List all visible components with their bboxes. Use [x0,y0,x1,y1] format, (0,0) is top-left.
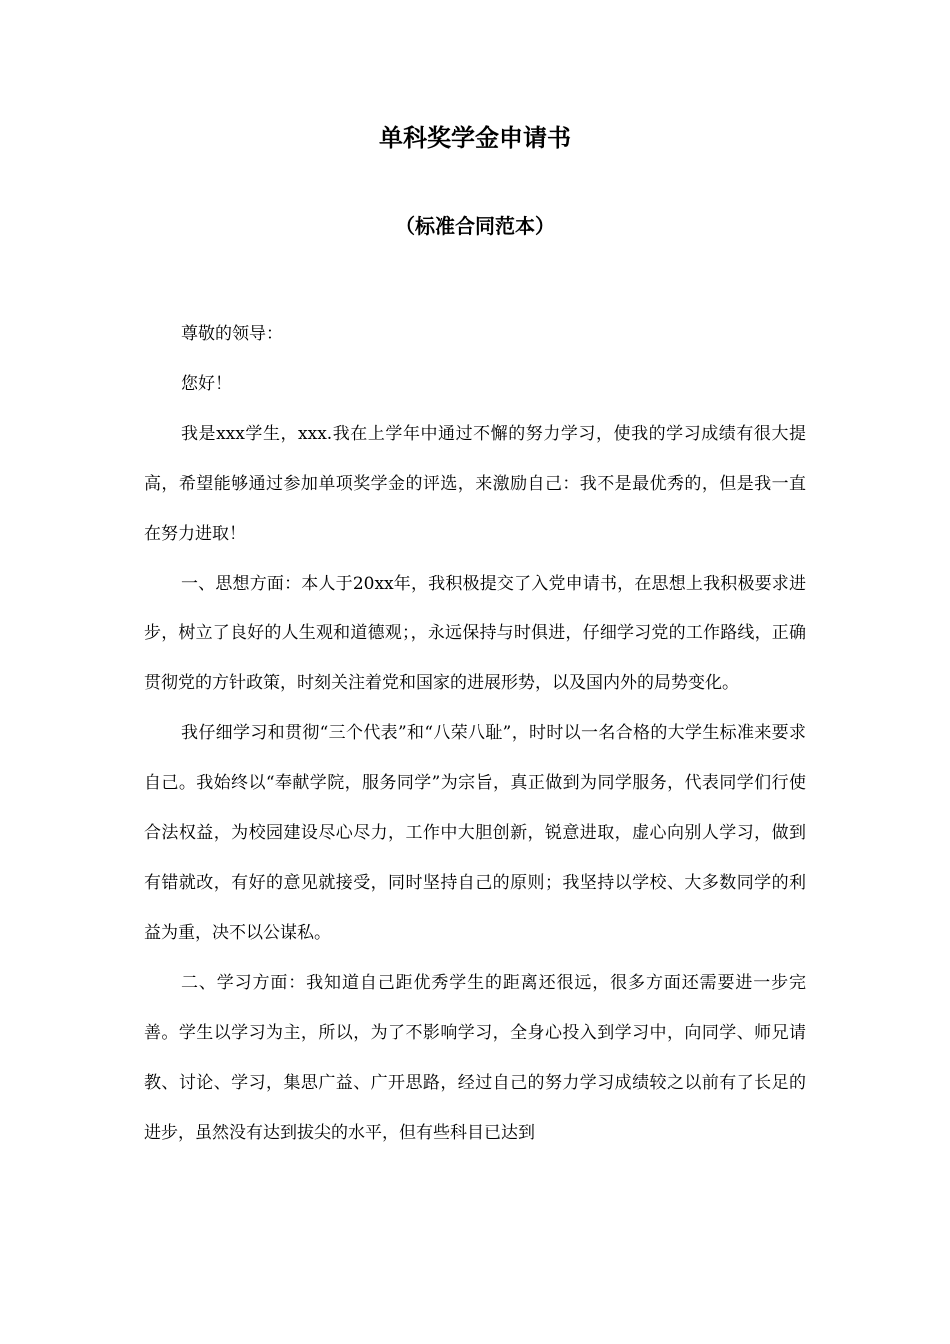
document-subtitle: （标准合同范本） [395,214,555,238]
paragraph-ideology: 一、思想方面：本人于20xx年，我积极提交了入党申请书，在思想上我积极要求进步，树立了良好的人生观和道德观；，永远保持与时俱进，仔细学习党的工作路线，正确贯彻党的方针政策，时刻关注着党和国家的进展形势，以及国内外的局势变化。 [144,573,806,694]
salutation: 尊敬的领导： [181,324,283,344]
paragraph-conduct: 我仔细学习和贯彻“三个代表”和“八荣八耻”，时时以一名合格的大学生标准来要求自己。我始终以“奉献学院，服务同学”为宗旨，真正做到为同学服务，代表同学们行使合法权益，为校园建设尽心尽力，工作中大胆创新，锐意进取，虚心向别人学习，做到有错就改，有好的意见就接受，同时坚持自己的原则；我坚持以学校、大多数同学的利益为重，决不以公谋私。 [144,723,806,943]
greeting: 您好！ [181,373,232,394]
paragraph-intro: 我是xxx学生，xxx.我在上学年中通过不懈的努力学习，使我的学习成绩有很大提高，希望能够通过参加单项奖学金的评选，来激励自己：我不是最优秀的，但是我一直在努力进取！ [144,423,806,544]
document-body [144,310,806,1158]
paragraph-study: 二、学习方面：我知道自己距优秀学生的距离还很远，很多方面还需要进一步完善。学生以学习为主，所以，为了不影响学习，全身心投入到学习中，向同学、师兄请教、讨论、学习，集思广益、广开思路，经过自己的努力学习成绩较之以前有了长足的进步，虽然没有达到拔尖的水平，但有些科目已达到 [144,972,806,1143]
document-title: 单科奖学金申请书 [379,124,571,152]
